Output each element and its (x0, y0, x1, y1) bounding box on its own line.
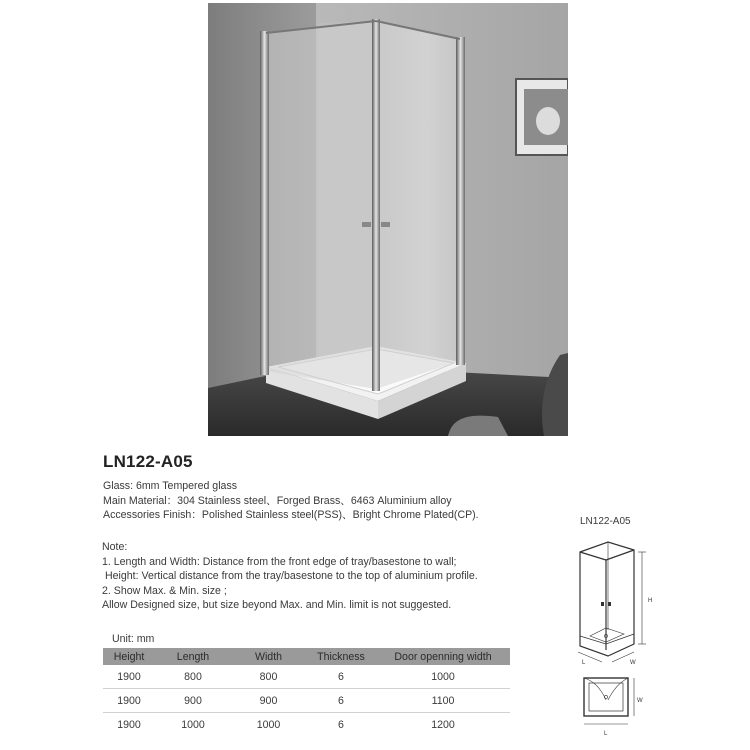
table-row (103, 713, 510, 737)
table-cell: 1900 (103, 689, 155, 713)
unit-label: Unit: mm (112, 633, 155, 645)
note-line: Allow Designed size, but size beyond Max. and Min. limit is not suggested. (102, 599, 452, 612)
dimension-diagram (568, 532, 668, 742)
dimension-l-label: L (582, 660, 586, 666)
plan-l-label: L (604, 731, 608, 737)
note-line: 1. Length and Width: Distance from the front edge of tray/basestone to wall; (102, 555, 457, 568)
dimension-w-label: W (630, 660, 636, 666)
table-cell: 1100 (376, 689, 510, 713)
table-row (103, 689, 510, 713)
size-table (103, 648, 510, 736)
table-cell: 900 (231, 689, 306, 713)
tray-plan-drawing (584, 678, 634, 724)
spec-accessories-finish: Accessories Finish：Polished Stainless steel(PSS)、Bright Chrome Plated(CP). (103, 509, 479, 522)
dimension-lines (578, 552, 646, 662)
table-cell: 6 (338, 718, 344, 731)
spec-main-material: Main Material：304 Stainless steel、Forged Brass、6463 Aluminium alloy (103, 494, 452, 507)
diagram-title: LN122-A05 (580, 516, 631, 527)
notes-section (102, 540, 478, 613)
spec-list (103, 479, 479, 523)
notes-heading: Note: (102, 541, 128, 553)
table-cell: 1900 (117, 718, 141, 731)
table-cell: 1000 (376, 665, 510, 689)
table-cell: 1000 (181, 718, 205, 731)
plan-w-label: W (637, 698, 643, 704)
table-row (103, 665, 510, 689)
table-cell: 800 (155, 665, 231, 689)
column-header: Door openning width (376, 648, 510, 665)
enclosure-3d-drawing (580, 542, 634, 656)
table-cell: 1000 (256, 718, 281, 731)
column-header: Width (231, 648, 306, 665)
column-header: Height (103, 648, 155, 665)
dimension-h-label: H (648, 598, 653, 604)
spec-glass: Glass: 6mm Tempered glass (103, 480, 238, 492)
column-header: Thickness (306, 648, 376, 665)
product-photo (208, 3, 568, 436)
table-cell: 800 (231, 665, 306, 689)
shower-enclosure-image (208, 3, 568, 436)
model-title: LN122-A05 (103, 452, 193, 471)
table-cell: 6 (306, 665, 376, 689)
table-cell: 1200 (431, 718, 455, 731)
column-header: Length (155, 648, 231, 665)
table-cell: 900 (155, 689, 231, 713)
note-line: Height: Vertical distance from the tray/basestone to the top of aluminium profile. (105, 570, 478, 583)
table-cell: 1900 (103, 665, 155, 689)
table-header-row (103, 648, 510, 665)
note-line: 2. Show Max. & Min. size ; (102, 584, 227, 597)
table-cell: 6 (306, 689, 376, 713)
